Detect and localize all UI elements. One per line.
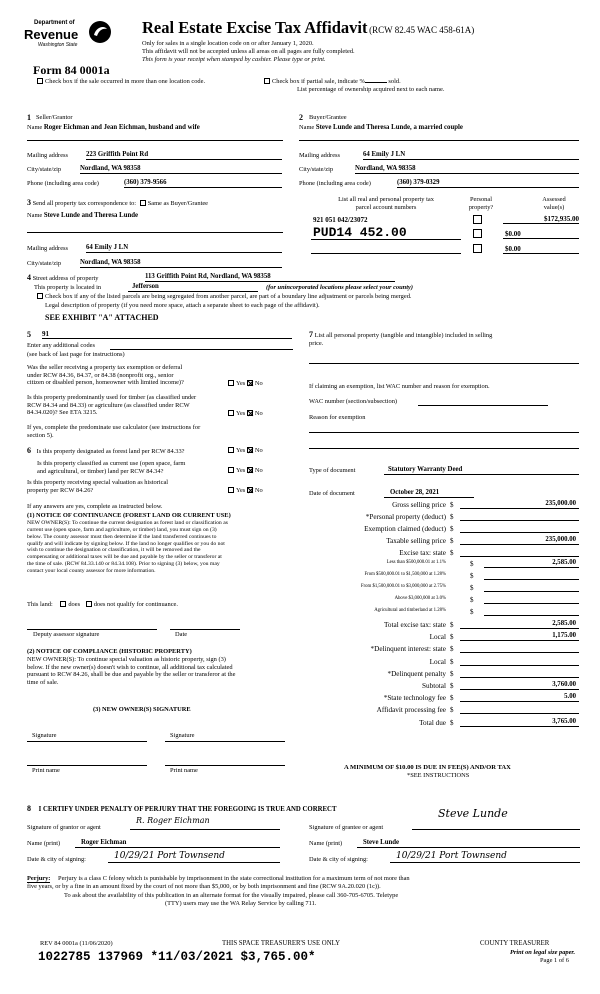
s6-q3-answer[interactable]: Yes No	[228, 487, 263, 495]
form-title-block	[142, 18, 474, 37]
form-number: Form 84 0001a	[33, 63, 110, 77]
dollar-sign: $	[450, 537, 454, 545]
grantee-sig-label: Signature of grantee or agent	[309, 824, 384, 831]
buyer-city-label: City/state/zip	[299, 166, 334, 173]
tax-row-value[interactable]: 5.00	[460, 693, 579, 702]
yes-checkbox[interactable]	[228, 447, 234, 453]
receipt-stamp: 1022785 137969 *11/03/2021 $3,765.00*	[38, 950, 316, 964]
tax-row-label: Subtotal	[422, 682, 446, 690]
buyer-city[interactable]: Nordland, WA 98358	[355, 165, 579, 174]
no-checkbox[interactable]	[247, 467, 253, 473]
tax-row-label: *Personal property (deduct)	[365, 513, 446, 521]
new-owner-print-1[interactable]: Print name	[32, 767, 60, 774]
dollar-sign: $	[470, 572, 474, 580]
personal-checkbox-2[interactable]	[473, 229, 482, 238]
s2-title: Buyer/Grantee	[309, 114, 347, 121]
s6-q2-answer[interactable]: Yes No	[228, 467, 263, 475]
grantor-sig-label: Signature of grantor or agent	[27, 824, 101, 831]
perjury-line-2: five years, or by a fine in an amount fixed by the court of not more than $5,000, or by both imprisonment and fine (RCW 9A.20.020 (1c)).	[27, 883, 381, 890]
checkbox[interactable]	[37, 78, 43, 84]
tax-row-label: *State technology fee	[383, 694, 446, 703]
dollar-sign: $	[470, 608, 474, 616]
tax-row-label: From $500,000.01 to $1,500,000 at 1.28%	[364, 572, 446, 577]
tax-row-label: Exemption claimed (deduct)	[364, 525, 446, 533]
tax-row-label: From $1,500,000.01 to $3,000,000 at 2.75%	[360, 584, 446, 589]
grantor-date-city[interactable]: 10/29/21 Port Townsend	[108, 851, 280, 863]
dollar-sign: $	[450, 694, 454, 703]
logo-dept: Department of	[34, 20, 75, 26]
notice-2-title: (2) NOTICE OF COMPLIANCE (HISTORIC PROPERTY)	[27, 648, 192, 655]
assessed-value-3[interactable]: $0.00	[503, 245, 579, 254]
does-not-checkbox[interactable]	[86, 601, 92, 607]
perjury-line-1: Perjury: Perjury is a class C felony which is punishable by imprisonment in the state correctional institution for a maximum term of not more than	[27, 875, 410, 882]
tax-row-value[interactable]	[460, 548, 579, 557]
yes-checkbox[interactable]	[228, 410, 234, 416]
reason-label: Reason for exemption	[309, 414, 366, 421]
s1-number: 1	[27, 113, 31, 122]
correspondence-name[interactable]: Steve Lunde and Theresa Lunde	[43, 212, 139, 219]
tax-row-value[interactable]	[460, 644, 579, 653]
s5-q2: Is this property predominantly used for timber (as classified under RCW 84.34 and 84.33) or agriculture (as classified under RCW 84.34.020)? See ETA 3215.	[27, 394, 197, 417]
s5-q3: If yes, complete the predominate use calculator (see instructions for section 5).	[27, 424, 201, 439]
property-county[interactable]: Jefferson	[128, 283, 258, 292]
revision-label: REV 84 0001a (11/06/2020)	[40, 940, 113, 947]
doc-type[interactable]: Statutory Warranty Deed	[384, 466, 579, 475]
buyer-phone[interactable]: (360) 379-0329	[397, 179, 579, 188]
doc-type-label: Type of document	[309, 467, 356, 474]
deputy-date-label: Date	[175, 631, 188, 638]
see-back: (see back of last page for instructions)	[27, 351, 125, 358]
tax-row-value[interactable]	[460, 669, 579, 678]
s3-city-label: City/state/zip	[27, 260, 62, 267]
s7-row: 7 List all personal property (tangible and intangible) included in selling price.	[309, 330, 493, 348]
unincorporated-note: (for unincorporated locations please select your county)	[266, 284, 413, 291]
land-use-code[interactable]: 91	[42, 330, 292, 339]
seller-name-row: Name Roger Eichman and Jean Eichman, husband and wife	[27, 124, 200, 131]
s5-q2-answer[interactable]: Yes No	[228, 410, 263, 418]
does-checkbox[interactable]	[60, 601, 66, 607]
s3-mail-label: Mailing address	[27, 245, 68, 252]
doc-date[interactable]: October 28, 2021	[384, 489, 474, 498]
grantor-date-label: Date & city of signing:	[27, 856, 86, 863]
buyer-name-row: Name Steve Lunde and Theresa Lunde, a married couple	[299, 124, 463, 131]
buyer-name[interactable]: Steve Lunde and Theresa Lunde, a married couple	[315, 124, 463, 131]
notice-1-title: (1) NOTICE OF CONTINUANCE (FOREST LAND OR CURRENT USE)	[27, 512, 231, 519]
tax-row-value[interactable]: 235,000.00	[460, 536, 579, 545]
dollar-sign: $	[450, 525, 454, 533]
tax-row-value[interactable]	[460, 512, 579, 521]
s6-q3: Is this property receiving special valuation as historical property per RCW 84.26?	[27, 479, 169, 494]
exhibit-attached[interactable]: SEE EXHIBIT "A" ATTACHED	[45, 313, 159, 322]
tax-row-label: Total excise tax: state	[384, 621, 446, 629]
buyer-phone-label: Phone (including area code)	[299, 180, 371, 187]
dollar-sign: $	[450, 718, 454, 727]
grantee-date-city[interactable]: 10/29/21 Port Townsend	[390, 851, 580, 863]
dollar-sign: $	[470, 560, 474, 568]
grantee-name-label: Name (print)	[309, 840, 343, 847]
grantee-date-label: Date & city of signing:	[309, 856, 368, 863]
grantee-signature[interactable]: Steve Lunde	[412, 808, 580, 830]
new-owner-print-2[interactable]: Print name	[170, 767, 198, 774]
deputy-signature-label: Deputy assessor signature	[33, 631, 100, 638]
county-treasurer-label: COUNTY TREASURER	[480, 940, 550, 947]
tax-row-label: Gross selling price	[392, 501, 446, 509]
tax-row-label: Local	[429, 657, 446, 666]
form-citation: (RCW 82.45 WAC 458-61A)	[369, 25, 475, 35]
tax-row-label: Total due	[419, 718, 446, 727]
grantor-name[interactable]: Roger Eichman	[75, 839, 280, 848]
tax-row-value[interactable]: 2,585.00	[484, 559, 579, 568]
dollar-sign: $	[450, 549, 454, 557]
personal-checkbox-3[interactable]	[473, 244, 482, 253]
if-yes-note: If any answers are yes, complete as instructed below.	[27, 503, 163, 510]
minimum-fee-note: A MINIMUM OF $10.00 IS DUE IN FEE(S) AND/OR TAX	[344, 764, 511, 771]
dollar-sign: $	[450, 513, 454, 521]
s6-q1: 6 Is this property designated as forest land per RCW 84.33?	[27, 446, 185, 455]
seller-name[interactable]: Roger Eichman and Jean Eichman, husband and wife	[43, 124, 200, 131]
grantor-name-label: Name (print)	[27, 840, 61, 847]
buyer-mail-label: Mailing address	[299, 152, 340, 159]
s5-number: 5	[27, 330, 31, 339]
revenue-logo	[22, 18, 114, 54]
dollar-sign: $	[470, 584, 474, 592]
tax-row-label: Above $3,000,000 at 3.0%	[394, 596, 446, 601]
exemption-note: If claiming an exemption, list WAC number and reason for exemption.	[309, 383, 490, 390]
assessed-value-2[interactable]: $0.00	[503, 230, 579, 239]
tax-row-value[interactable]	[484, 571, 579, 580]
tax-row-label: Less than $500,000.01 at 1.1%	[386, 560, 446, 565]
seller-city-label: City/state/zip	[27, 166, 62, 173]
grantor-signature[interactable]: R. Roger Eichman	[130, 816, 280, 830]
new-owner-signature-1[interactable]: Signature	[32, 732, 57, 739]
no-checkbox[interactable]	[247, 380, 253, 386]
s6-q1-answer[interactable]: Yes No	[228, 447, 263, 455]
partial-sale-check[interactable]: Check box if partial sale, indicate % sold.	[264, 78, 401, 86]
s3-row: 3 Send all property tax correspondence to: Same as Buyer/Grantee	[27, 198, 209, 207]
legal-description-label: Legal description of property (if you need more space, attach a separate sheet to each page of the affidavit).	[45, 302, 320, 309]
s2-number: 2	[299, 113, 303, 122]
tax-row-value[interactable]	[460, 524, 579, 533]
multi-location-check[interactable]: Check box if the sale occurred in more than one location code.	[37, 78, 205, 86]
seller-phone-label: Phone (including area code)	[27, 180, 99, 187]
personal-header: Personal property?	[468, 196, 494, 211]
dollar-sign: $	[450, 501, 454, 509]
checkbox[interactable]	[264, 78, 270, 84]
correspondence-city[interactable]: Nordland, WA 98358	[80, 259, 282, 268]
header-note-1: Only for sales in a single location code on or after January 1, 2020.	[142, 40, 314, 47]
yes-checkbox[interactable]	[228, 380, 234, 386]
assessed-value-1[interactable]: $172,935.00	[503, 215, 579, 224]
this-land-row: This land: does does not qualify for continuance.	[27, 601, 178, 608]
dollar-sign: $	[450, 682, 454, 690]
tax-row-label: Local	[429, 633, 446, 642]
no-checkbox[interactable]	[247, 487, 253, 493]
dollar-sign: $	[450, 669, 454, 678]
correspondence-mail[interactable]: 64 Emily J LN	[86, 244, 282, 253]
buyer-mail[interactable]: 64 Emily J LN	[363, 151, 579, 160]
dollar-sign: $	[450, 657, 454, 666]
page-number: Page 1 of 6	[540, 957, 569, 964]
tax-row-value[interactable]	[484, 595, 579, 604]
dollar-sign: $	[470, 596, 474, 604]
tty-note: (TTY) users may use the WA Relay Service by calling 711.	[165, 900, 317, 907]
accessibility-note: To ask about the availability of this publication in an alternate format for the visually impaired, please call 360-705-6705. Teletype	[64, 892, 399, 899]
personal-checkbox-1[interactable]	[473, 215, 482, 224]
s6-q2: Is this property classified as current use (open space, farm and agricultural, or timber) land per RCW 84.34?	[37, 460, 186, 475]
logo-state: Washington State	[38, 42, 78, 48]
s5-q1: Was the seller receiving a property tax exemption or deferral under RCW 84.36, 84.37, or 84.38 (nonprofit org., senior citizen or disabled person, homeowner with limited income)?	[27, 364, 184, 387]
doc-date-label: Date of document	[309, 490, 355, 497]
seller-city[interactable]: Nordland, WA 98358	[80, 165, 282, 174]
same-as-buyer-checkbox[interactable]	[140, 200, 146, 206]
tax-row-value[interactable]: 3,760.00	[460, 681, 579, 690]
revenue-swirl-icon	[88, 20, 112, 44]
tax-row-value[interactable]: 3,765.00	[460, 718, 579, 727]
header-note-3: This form is your receipt when stamped by cashier. Please type or print.	[142, 56, 326, 63]
percent-note: List percentage of ownership acquired next to each name.	[297, 86, 445, 93]
s4-loc-label: This property is located in	[34, 284, 102, 291]
s8-cert: 8 I CERTIFY UNDER PENALTY OF PERJURY THAT THE FOREGOING IS TRUE AND CORRECT	[27, 804, 337, 813]
dollar-sign: $	[450, 706, 454, 715]
dollar-sign: $	[450, 621, 454, 629]
property-address[interactable]: 113 Griffith Point Rd, Nordland, WA 98358	[145, 273, 395, 282]
seller-phone[interactable]: (360) 379-9566	[124, 179, 282, 188]
s4-address-row: 4 Street address of property	[27, 273, 99, 282]
s3-name-row: Name Steve Lunde and Theresa Lunde	[27, 212, 139, 219]
additional-codes-label: Enter any additional codes	[27, 342, 95, 349]
s1-title: Seller/Grantor	[36, 114, 73, 121]
yes-checkbox[interactable]	[228, 487, 234, 493]
tax-row-label: *Delinquent penalty	[387, 669, 446, 678]
dollar-sign: $	[450, 645, 454, 654]
new-owner-signature-2[interactable]: Signature	[170, 732, 195, 739]
no-checkbox[interactable]	[247, 410, 253, 416]
wac-label: WAC number (section/subsection)	[309, 398, 398, 405]
see-instructions: *SEE INSTRUCTIONS	[407, 772, 470, 779]
segregation-check[interactable]: Check box if any of the listed parcels are being segregated from another parcel, are part of a boundary line adjustment or parcels being merged.	[37, 293, 412, 301]
notice-3-title: (3) NEW OWNER(S) SIGNATURE	[93, 706, 191, 713]
pud-stamp: PUD14 452.00	[313, 225, 407, 240]
seller-mail[interactable]: 223 Griffith Point Rd	[86, 151, 282, 160]
tax-row-value[interactable]: 2,585.00	[460, 620, 579, 629]
logo-revenue: Revenue	[24, 27, 79, 42]
tax-row-label: *Delinquent interest: state	[370, 645, 446, 654]
tax-row-label: Affidavit processing fee	[376, 706, 446, 715]
no-checkbox[interactable]	[247, 447, 253, 453]
tax-row-label: Agricultural and timberland at 1.28%	[374, 608, 446, 613]
grantee-name[interactable]: Steve Lunde	[357, 839, 580, 848]
s5-q1-answer[interactable]: Yes No	[228, 380, 263, 388]
form-title: Real Estate Excise Tax Affidavit	[142, 18, 368, 37]
parcel-header: List all real and personal property tax parcel account numbers	[338, 196, 434, 211]
notice-1-body: NEW OWNER(S): To continue the current designation as forest land or classification as current use (open space, farm and agriculture, or timber) land, you must sign on (3) below. The county assessor must then determine if the land transferred continues to qualify and will indicate by signing below. If the land no longer qualifies or you do not wish to continue the designation or classification, it will be removed and the compensating or additional taxes will be due and payable by the seller or transferor at the time of sale. (RCW 84.33.140 or 84.34.108). Prior to signing (3) below, you may contact your local county assessor for more information.	[27, 520, 228, 574]
tax-row-value[interactable]	[460, 657, 579, 666]
notice-2-body: NEW OWNER(S): To continue special valuation as historic property, sign (3) below. If the new owner(s) doesn't wish to continue, all additional tax calculated pursuant to RCW 84.26, shall be due and payable by the seller or transferor at the time of sale.	[27, 656, 236, 687]
tax-row-value[interactable]	[460, 705, 579, 714]
tax-row-value[interactable]	[484, 607, 579, 616]
tax-row-value[interactable]	[484, 583, 579, 592]
dollar-sign: $	[450, 633, 454, 642]
tax-row-value[interactable]: 1,175.00	[460, 632, 579, 641]
seller-mail-label: Mailing address	[27, 152, 68, 159]
assessed-header: Assessed value(s)	[542, 196, 566, 211]
header-note-2: This affidavit will not be accepted unless all areas on all pages are fully completed.	[142, 48, 355, 55]
treasurer-use-label: THIS SPACE TREASURER'S USE ONLY	[222, 940, 341, 947]
tax-row-label: Excise tax: state	[399, 549, 446, 557]
checkbox[interactable]	[37, 293, 43, 299]
tax-row-label: Taxable selling price	[386, 537, 446, 545]
parcel-number-1[interactable]: 921 051 042/23072	[313, 216, 368, 224]
yes-checkbox[interactable]	[228, 467, 234, 473]
tax-row-value[interactable]: 235,000.00	[460, 500, 579, 509]
legal-paper-note: Print on legal size paper.	[510, 949, 576, 956]
